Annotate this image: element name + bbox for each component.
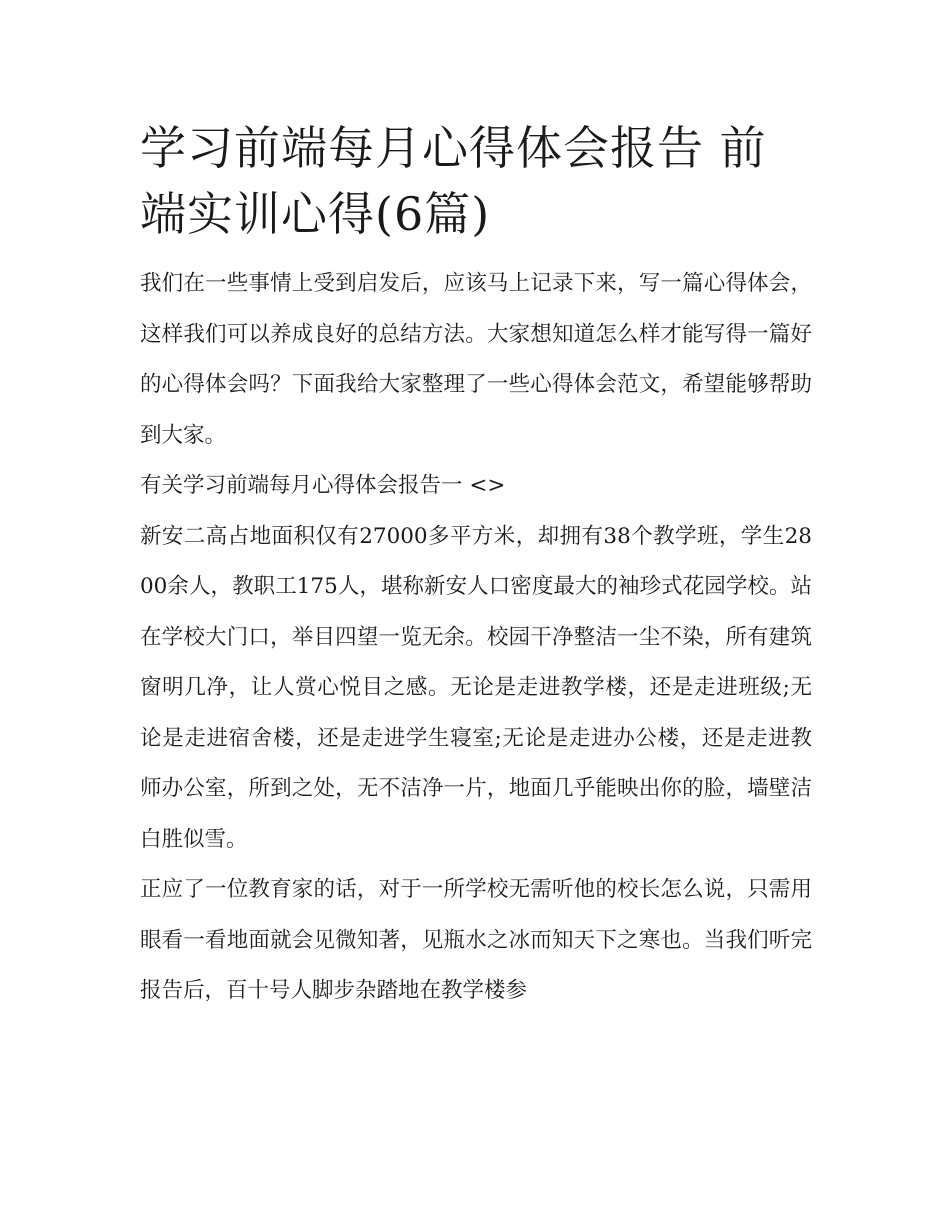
body-paragraph: 新安二高占地面积仅有27000多平方米，却拥有38个教学班，学生2800余人，教职工175人，堪称新安人口密度最大的袖珍式花园学校。站在学校大门口，举目四望一览无余。校园干净整洁一尘不染，所有建筑窗明几净，让人赏心悦目之感。无论是走进教学楼，还是走进班级;无论是走进宿舍楼，还是走进学生寝室;无论是走进办公楼，还是走进教师办公室，所到之处，无不洁净一片，地面几乎能映出你的脸，墙壁洁白胜似雪。 xyxy=(140,523,812,852)
section-heading: 有关学习前端每月心得体会报告一 <> xyxy=(140,473,506,498)
body-paragraph: 正应了一位教育家的话，对于一所学校无需听他的校长怎么说，只需用眼看一看地面就会见微知著，见瓶水之冰而知天下之寒也。当我们听完报告后，百十号人脚步杂踏地在教学楼参 xyxy=(140,877,812,1003)
intro-paragraph: 我们在一些事情上受到启发后，应该马上记录下来，写一篇心得体会，这样我们可以养成良好的总结方法。大家想知道怎么样才能写得一篇好的心得体会吗？下面我给大家整理了一些心得体会范文，希望能够帮助到大家。 xyxy=(140,271,812,448)
document-title: 学习前端每月心得体会报告 前端实训心得(6篇) xyxy=(140,121,767,241)
document-body xyxy=(140,115,812,1017)
